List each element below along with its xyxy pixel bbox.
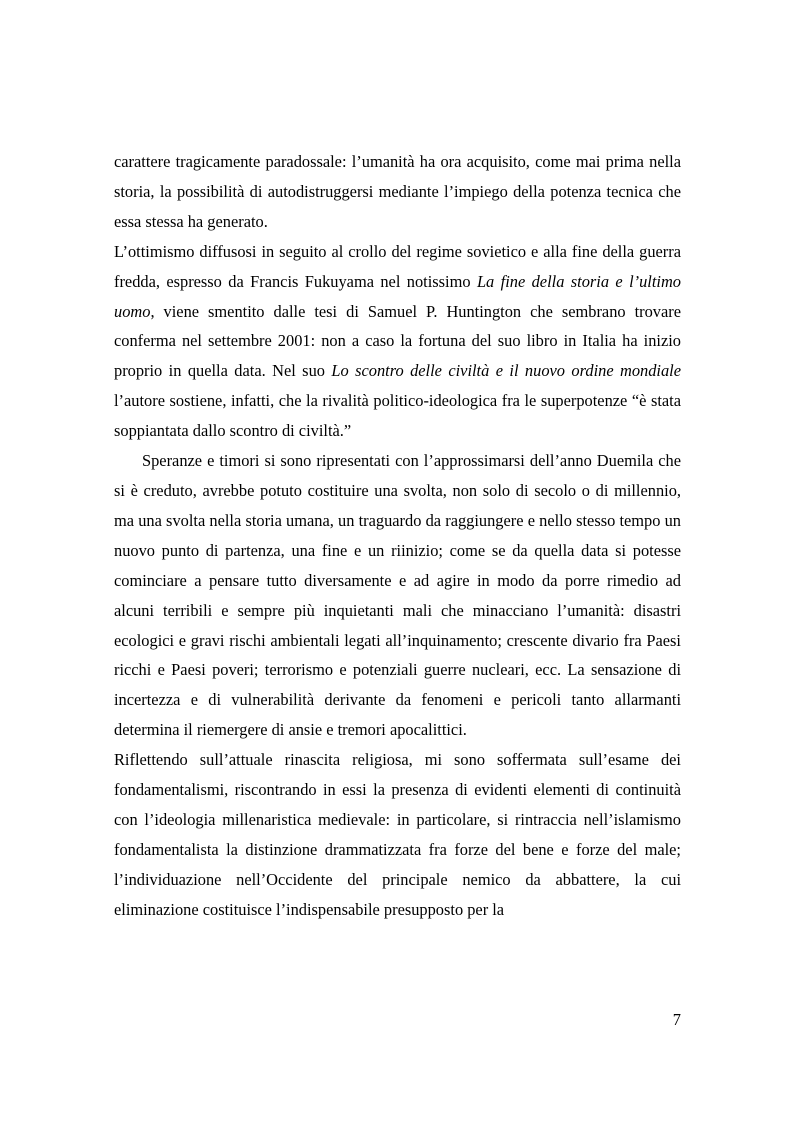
text-segment: Speranze e timori si sono ripresentati con l’approssimarsi dell’anno Duemila che si è creduto, avrebbe potuto costituire una svolta, non solo di secolo o di millennio, ma una svolta nella storia umana, un traguardo da raggiungere e nello stesso tempo un nuovo punto di partenza, una fine e un riinizio; come se da quella data si potesse cominciare a pensare tutto diversamente e ad agire in modo da porre rimedio ad alcuni terribili e sempre più inquietanti mali che minacciano l’umanità: disastri ecologici e gravi rischi ambientali legati all’inquinamento; crescente divario fra Paesi ricchi e Paesi poveri; terrorismo e potenziali guerre nucleari, ecc. La sensazione di incertezza e di vulnerabilità derivante da fenomeni e pericoli tanto allarmanti determina il riemergere di ansie e tremori apocalittici. xyxy=(114,451,681,740)
paragraph-fondamentalismi xyxy=(114,745,681,924)
text-segment: carattere tragicamente paradossale: l’umanità ha ora acquisito, come mai prima nella storia, la possibilità di autodistruggersi mediante l’impiego della potenza tecnica che essa stessa ha generato. xyxy=(114,152,681,231)
paragraph-continuation xyxy=(114,147,681,237)
page-number: 7 xyxy=(672,1010,681,1029)
text-segment: l’autore sostiene, infatti, che la rivalità politico-ideologica fra le superpotenze “è stata soppiantata dallo scontro di civiltà.” xyxy=(114,391,681,441)
text-segment: , viene smentito dalle tesi di Samuel P. Huntington che sembrano trovare conferma nel settembre 2001: non a caso la fortuna del suo libro in Italia ha inizio proprio in quella data. Nel suo xyxy=(114,301,681,381)
book-title-fukuyama: La fine della storia e l’ultimo uomo xyxy=(114,271,681,321)
text-segment: Riflettendo sull’attuale rinascita religiosa, mi sono soffermata sull’esame dei fondamentalismi, riscontrando in essi la presenza di evidenti elementi di continuità con l’ideologia millenaristica medievale: in particolare, si rintraccia nell’islamismo fondamentalista la distinzione drammatizzata fra forze del bene e forze del male; l’individuazione nell’Occidente del principale nemico da abbattere, la cui eliminazione costituisce l’indispensabile presupposto per la xyxy=(114,750,681,919)
text-segment: L’ottimismo diffusosi in seguito al crollo del regime sovietico e alla fine della guerra fredda, espresso da Francis Fukuyama nel notissimo xyxy=(114,241,681,291)
book-title-huntington: Lo scontro delle civiltà e il nuovo ordine mondiale xyxy=(331,361,682,381)
body-text xyxy=(114,147,681,925)
paragraph-fukuyama-huntington xyxy=(114,237,681,446)
paragraph-duemila xyxy=(114,446,681,745)
